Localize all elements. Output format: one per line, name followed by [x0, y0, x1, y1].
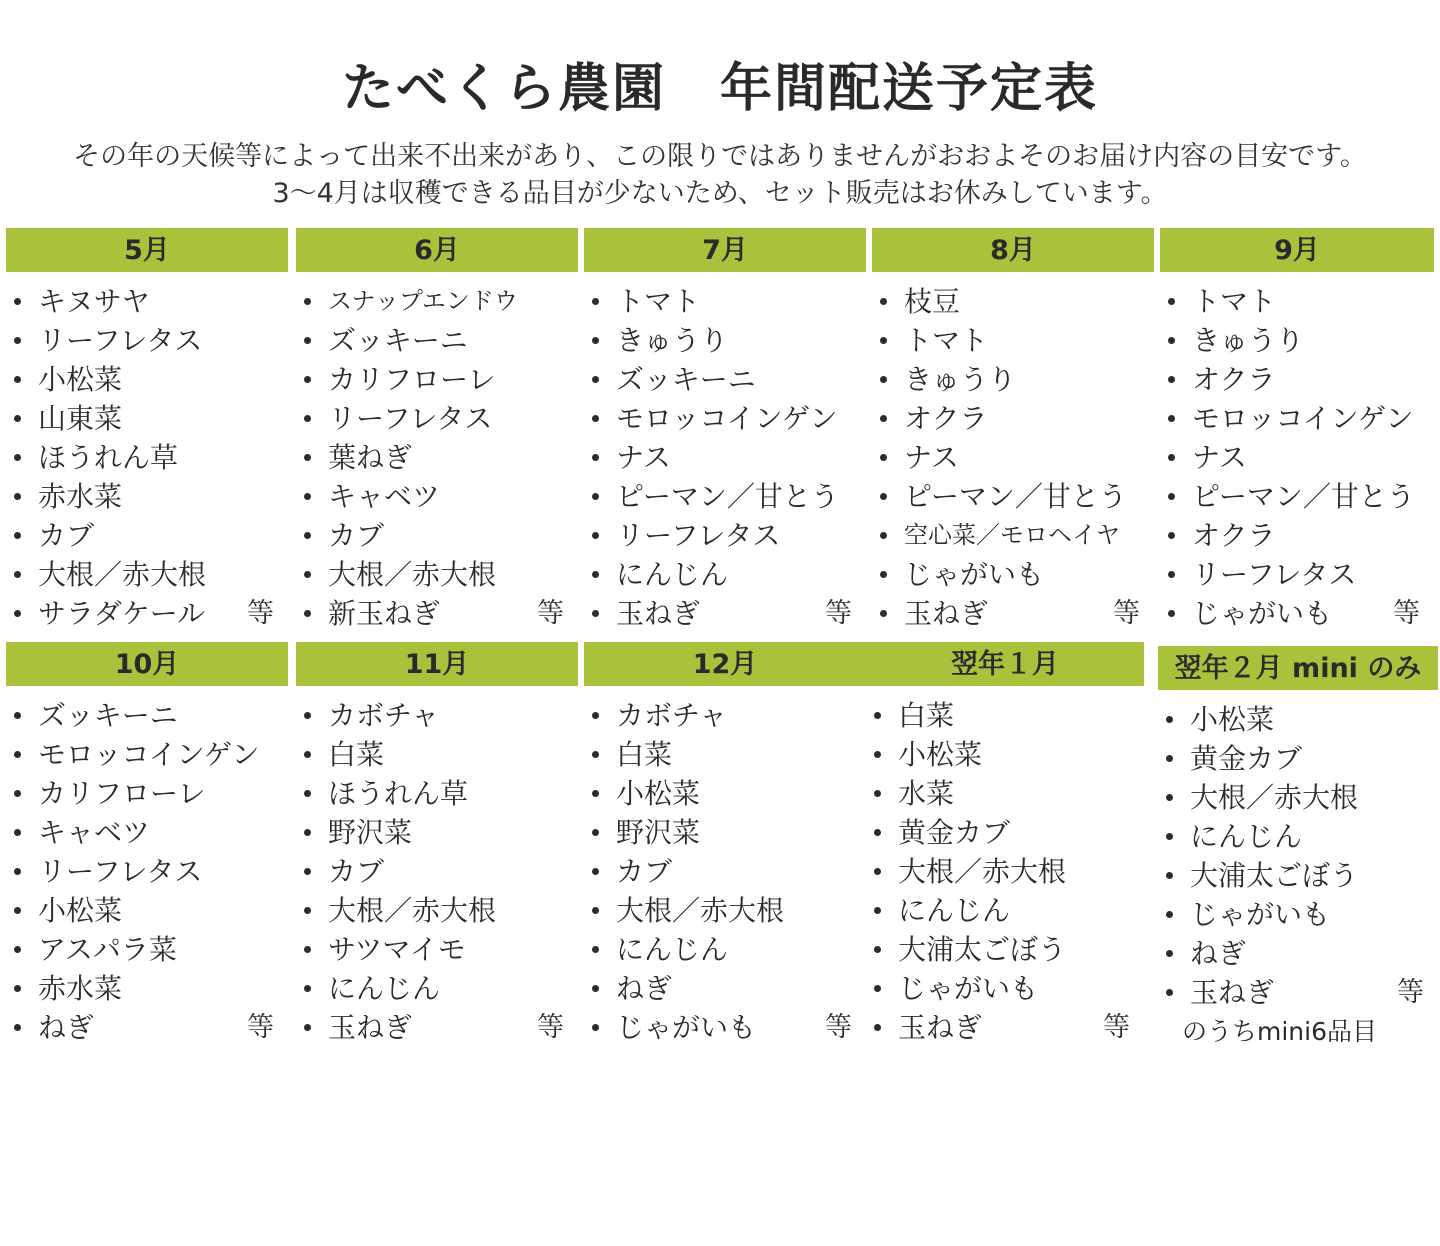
list-item: カボチャ [296, 696, 578, 735]
month-january-next-year [866, 642, 1144, 1242]
list-item: 大根／赤大根 [296, 891, 578, 930]
month-october [6, 642, 288, 1242]
list-item: 葉ねぎ [296, 438, 578, 477]
item-label: じゃがいも [1192, 597, 1333, 630]
list-item [296, 1008, 578, 1047]
list-item: にんじん [584, 555, 866, 594]
item-list [584, 696, 866, 1047]
list-item: ねぎ [584, 969, 866, 1008]
list-item: アスパラ菜 [6, 930, 288, 969]
list-item: ナス [1160, 438, 1434, 477]
item-list [296, 696, 578, 1047]
etc-label: 等 [247, 598, 274, 629]
list-item: カブ [296, 852, 578, 891]
list-item: ズッキーニ [296, 321, 578, 360]
list-item: カリフローレ [296, 360, 578, 399]
list-item: 大根／赤大根 [6, 555, 288, 594]
list-item: 大根／赤大根 [1158, 778, 1438, 817]
month-header: 7月 [584, 228, 866, 272]
list-item: トマト [872, 321, 1154, 360]
list-item: サツマイモ [296, 930, 578, 969]
list-item: にんじん [584, 930, 866, 969]
month-header: 9月 [1160, 228, 1434, 272]
list-item: キャベツ [6, 813, 288, 852]
list-item [866, 1008, 1144, 1047]
item-label: 新玉ねぎ [328, 597, 441, 630]
etc-label: 等 [1397, 977, 1424, 1008]
list-item: スナップエンドウ [296, 282, 578, 321]
etc-label: 等 [1103, 1012, 1130, 1043]
list-item: カボチャ [584, 696, 866, 735]
list-item: リーフレタス [1160, 555, 1434, 594]
list-item: きゅうり [584, 321, 866, 360]
list-item: 小松菜 [584, 774, 866, 813]
month-header: 8月 [872, 228, 1154, 272]
intro-text [0, 138, 1440, 212]
month-header: 翌年２月 mini のみ [1158, 646, 1438, 690]
list-item: 小松菜 [1158, 700, 1438, 739]
list-item: にんじん [1158, 817, 1438, 856]
list-item: ほうれん草 [296, 774, 578, 813]
item-list [6, 282, 288, 633]
page-title: たべくら農園 年間配送予定表 [341, 59, 1098, 119]
item-list [1158, 700, 1438, 1051]
list-item: リーフレタス [6, 852, 288, 891]
etc-label: 等 [825, 1012, 852, 1043]
etc-label: 等 [247, 1012, 274, 1043]
list-item [872, 594, 1154, 633]
etc-label: 等 [537, 598, 564, 629]
list-item: きゅうり [872, 360, 1154, 399]
list-item: 白菜 [866, 696, 1144, 735]
item-label: 玉ねぎ [616, 597, 701, 630]
list-item [1160, 594, 1434, 633]
list-item: オクラ [872, 399, 1154, 438]
month-header: 12月 [584, 642, 866, 686]
item-label: 玉ねぎ [328, 1011, 413, 1044]
month-december [584, 642, 866, 1242]
list-item: オクラ [1160, 516, 1434, 555]
list-item: ナス [872, 438, 1154, 477]
list-item: 野沢菜 [584, 813, 866, 852]
list-item [584, 594, 866, 633]
item-label: 玉ねぎ [904, 597, 989, 630]
intro-line-2: 3〜4月は収穫できる品目が少ないため、セット販売はお休みしています。 [272, 178, 1168, 209]
item-list [872, 282, 1154, 633]
list-item: 野沢菜 [296, 813, 578, 852]
list-item: 大根／赤大根 [584, 891, 866, 930]
list-item [6, 1008, 288, 1047]
list-item: 大浦太ごぼう [866, 930, 1144, 969]
list-item: モロッコインゲン [584, 399, 866, 438]
list-item [296, 594, 578, 633]
etc-label: 等 [1113, 598, 1140, 629]
list-item: ズッキーニ [6, 696, 288, 735]
month-header: 11月 [296, 642, 578, 686]
item-list [866, 696, 1144, 1047]
month-header: 6月 [296, 228, 578, 272]
item-label: 玉ねぎ [898, 1011, 983, 1044]
month-header: 翌年１月 [866, 642, 1144, 686]
list-item: モロッコインゲン [6, 735, 288, 774]
item-label: ねぎ [38, 1011, 95, 1044]
list-item: ピーマン／甘とう [584, 477, 866, 516]
list-item: リーフレタス [296, 399, 578, 438]
intro-line-1: その年の天候等によって出来不出来があり、この限りではありませんがおおよそのお届け内容の目安です。 [73, 141, 1367, 172]
list-item [6, 594, 288, 633]
etc-label: 等 [825, 598, 852, 629]
list-item: 小松菜 [6, 360, 288, 399]
list-item: ピーマン／甘とう [1160, 477, 1434, 516]
list-item: 赤水菜 [6, 969, 288, 1008]
list-item: カブ [6, 516, 288, 555]
list-item [1158, 973, 1438, 1012]
list-item: 山東菜 [6, 399, 288, 438]
list-item: にんじん [296, 969, 578, 1008]
list-item: トマト [1160, 282, 1434, 321]
list-item: キヌサヤ [6, 282, 288, 321]
list-item: リーフレタス [6, 321, 288, 360]
list-item: じゃがいも [872, 555, 1154, 594]
item-list [584, 282, 866, 633]
list-item: カブ [296, 516, 578, 555]
list-item: トマト [584, 282, 866, 321]
month-november [296, 642, 578, 1242]
etc-label: 等 [1393, 598, 1420, 629]
list-item: 大根／赤大根 [296, 555, 578, 594]
list-item: 大浦太ごぼう [1158, 856, 1438, 895]
list-item: ほうれん草 [6, 438, 288, 477]
list-item: オクラ [1160, 360, 1434, 399]
item-label: 玉ねぎ [1190, 976, 1275, 1009]
month-header: 10月 [6, 642, 288, 686]
list-item: リーフレタス [584, 516, 866, 555]
list-item: 黄金カブ [866, 813, 1144, 852]
list-item: 大根／赤大根 [866, 852, 1144, 891]
list-item: 枝豆 [872, 282, 1154, 321]
month-february-next-year [1158, 646, 1438, 1246]
list-item: 黄金カブ [1158, 739, 1438, 778]
list-item: ナス [584, 438, 866, 477]
list-item: キャベツ [296, 477, 578, 516]
month-header: 5月 [6, 228, 288, 272]
item-list [296, 282, 578, 633]
list-item: 小松菜 [866, 735, 1144, 774]
list-item: 小松菜 [6, 891, 288, 930]
list-item: じゃがいも [866, 969, 1144, 1008]
list-item: じゃがいも [1158, 895, 1438, 934]
list-item: ねぎ [1158, 934, 1438, 973]
mini-note: のうちmini6品目 [1182, 1017, 1377, 1046]
list-item: モロッコインゲン [1160, 399, 1434, 438]
list-item: 空心菜／モロヘイヤ [872, 516, 1154, 555]
list-item: にんじん [866, 891, 1144, 930]
list-item: ズッキーニ [584, 360, 866, 399]
list-item: カブ [584, 852, 866, 891]
list-item [584, 1008, 866, 1047]
list-item: 白菜 [296, 735, 578, 774]
list-item: 赤水菜 [6, 477, 288, 516]
list-item: 白菜 [584, 735, 866, 774]
list-item: ピーマン／甘とう [872, 477, 1154, 516]
etc-label: 等 [537, 1012, 564, 1043]
item-label: じゃがいも [616, 1011, 757, 1044]
item-label: サラダケール [38, 597, 206, 630]
list-item: きゅうり [1160, 321, 1434, 360]
item-list [1160, 282, 1434, 633]
list-item: カリフローレ [6, 774, 288, 813]
item-list [6, 696, 288, 1047]
list-item: 水菜 [866, 774, 1144, 813]
